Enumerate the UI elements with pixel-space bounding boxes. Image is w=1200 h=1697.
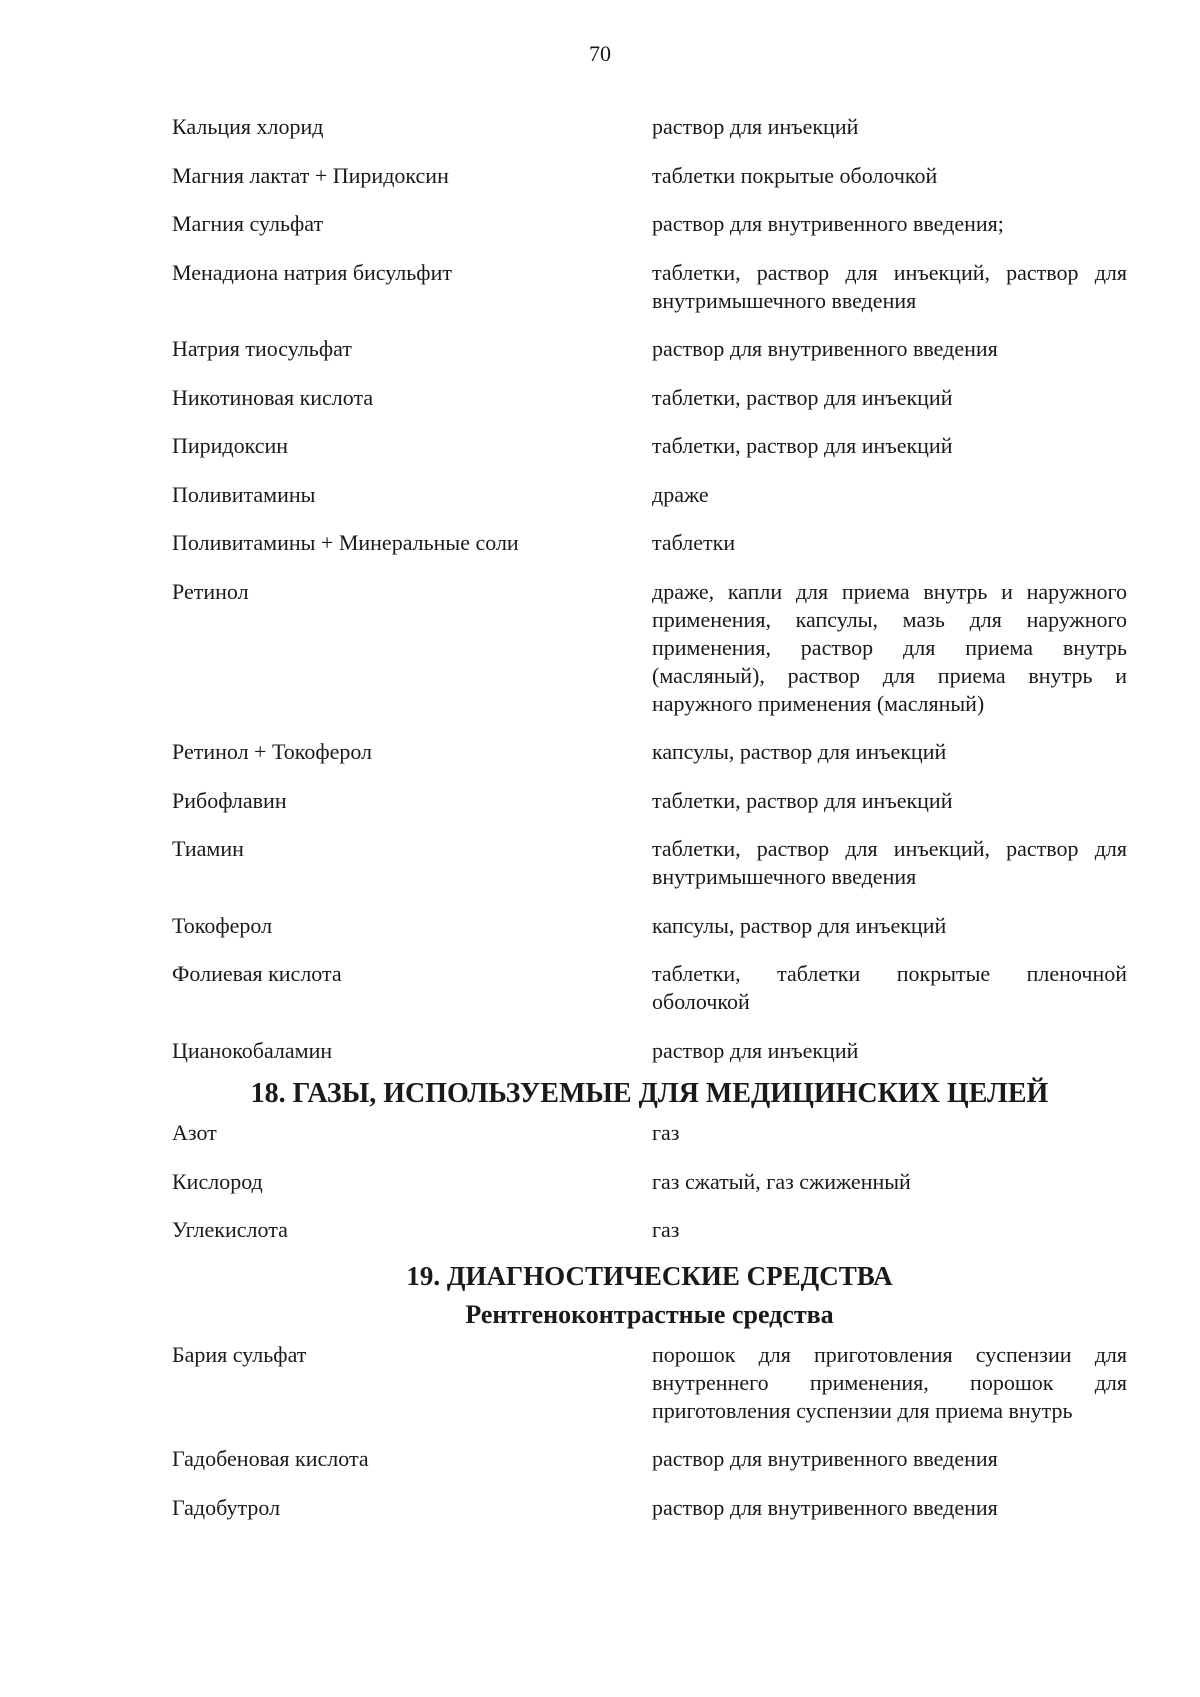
drug-name: Тиамин <box>172 836 244 861</box>
drug-row <box>172 210 1127 238</box>
drug-name: Гадобеновая кислота <box>172 1446 369 1471</box>
drug-name: Ретинол + Токоферол <box>172 739 373 764</box>
dosage-form: раствор для внутривенного введения <box>652 1446 998 1471</box>
dosage-form: газ <box>652 1120 680 1145</box>
drug-row <box>172 578 1127 718</box>
drug-name: Ретинол <box>172 578 249 604</box>
drug-row <box>172 1037 1127 1065</box>
drug-name: Поливитамины <box>172 481 316 507</box>
drug-name: Токоферол <box>172 912 273 938</box>
dosage-form: таблетки <box>652 530 736 555</box>
drug-name: Натрия тиосульфат <box>172 336 352 361</box>
drug-group-contrast-agents <box>172 1341 1127 1522</box>
dosage-form: таблетки покрытые оболочкой <box>652 162 938 188</box>
page-number: 70 <box>589 41 611 66</box>
section-heading-diagnostics: 19. ДИАГНОСТИЧЕСКИЕ СРЕДСТВА <box>406 1260 893 1291</box>
dosage-form: раствор для внутривенного введения <box>652 336 998 361</box>
dosage-form: порошок для приготовления суспензии для внутреннего применения, порошок для приготовления суспензии для приема внутрь <box>652 1341 1127 1423</box>
drug-row <box>172 912 1127 940</box>
drug-name: Азот <box>172 1120 217 1145</box>
dosage-form: таблетки, раствор для инъекций, раствор для внутримышечного введения <box>652 836 1127 889</box>
drug-name: Цианокобаламин <box>172 1037 333 1063</box>
dosage-form: газ <box>652 1217 680 1242</box>
drug-row <box>172 1216 1127 1244</box>
drug-row <box>172 162 1127 190</box>
dosage-form: раствор для внутривенного введения <box>652 1494 998 1520</box>
subsection-heading-contrast-agents: Рентгеноконтрастные средства <box>465 1299 834 1329</box>
dosage-form: драже <box>652 481 709 507</box>
drug-name: Кальция хлорид <box>172 114 324 139</box>
drug-list <box>172 113 1127 1542</box>
drug-row <box>172 432 1127 460</box>
drug-row <box>172 960 1127 1016</box>
dosage-form: таблетки, раствор для инъекций <box>652 433 953 458</box>
dosage-form: драже, капли для приема внутрь и наружного применения, капсулы, мазь для наружного применения, раствор для приема внутрь (масляный), раствор для приема внутрь и наружного применения (масляный) <box>652 578 1127 716</box>
drug-name: Рибофлавин <box>172 787 287 813</box>
drug-row <box>172 787 1127 815</box>
drug-row <box>172 1119 1127 1147</box>
drug-row <box>172 259 1127 315</box>
drug-row <box>172 384 1127 412</box>
drug-row <box>172 835 1127 891</box>
drug-name: Поливитамины + Минеральные соли <box>172 530 519 555</box>
drug-name: Углекислота <box>172 1217 288 1242</box>
drug-row <box>172 481 1127 509</box>
drug-row <box>172 1341 1127 1425</box>
drug-name: Пиридоксин <box>172 433 289 458</box>
drug-group-gases <box>172 1119 1127 1244</box>
drug-name: Фолиевая кислота <box>172 961 342 986</box>
dosage-form: таблетки, таблетки покрытые пленочной оболочкой <box>652 961 1127 1014</box>
dosage-form: раствор для инъекций <box>652 1037 859 1063</box>
dosage-form: газ сжатый, газ сжиженный <box>652 1168 911 1194</box>
dosage-form: таблетки, раствор для инъекций <box>652 384 953 410</box>
drug-name: Магния сульфат <box>172 211 324 236</box>
section-heading-gases: 18. ГАЗЫ, ИСПОЛЬЗУЕМЫЕ ДЛЯ МЕДИЦИНСКИХ ЦЕЛЕЙ <box>250 1078 1049 1109</box>
dosage-form: раствор для внутривенного введения; <box>652 211 1004 236</box>
drug-name: Магния лактат + Пиридоксин <box>172 162 449 188</box>
drug-row <box>172 1494 1127 1522</box>
drug-name: Кислород <box>172 1168 263 1194</box>
drug-row <box>172 113 1127 141</box>
drug-row <box>172 335 1127 363</box>
drug-name: Никотиновая кислота <box>172 384 374 410</box>
drug-name: Гадобутрол <box>172 1494 281 1520</box>
dosage-form: капсулы, раствор для инъекций <box>652 912 947 938</box>
drug-name: Бария сульфат <box>172 1341 307 1367</box>
dosage-form: капсулы, раствор для инъекций <box>652 739 947 764</box>
drug-row <box>172 529 1127 557</box>
dosage-form: раствор для инъекций <box>652 114 859 139</box>
drug-row <box>172 1445 1127 1473</box>
drug-name: Менадиона натрия бисульфит <box>172 259 452 285</box>
dosage-form: таблетки, раствор для инъекций <box>652 787 953 813</box>
dosage-form: таблетки, раствор для инъекций, раствор для внутримышечного введения <box>652 259 1127 313</box>
drug-row <box>172 1168 1127 1196</box>
drug-row <box>172 738 1127 766</box>
drug-group-vitamins-minerals <box>172 113 1127 1065</box>
